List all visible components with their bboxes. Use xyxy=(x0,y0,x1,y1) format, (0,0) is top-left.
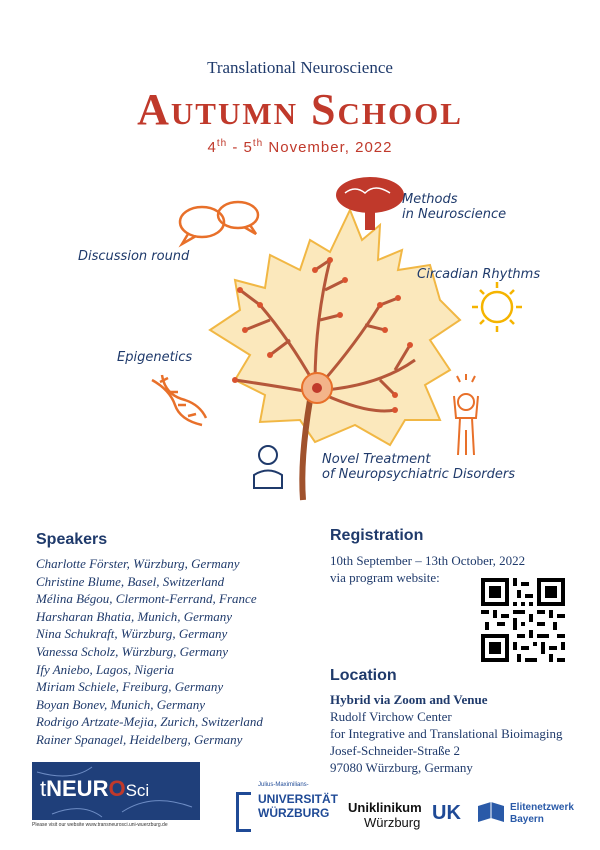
jmu-bracket-icon xyxy=(236,792,251,832)
topic-discussion: Discussion round xyxy=(78,249,190,264)
person-icon xyxy=(254,446,282,488)
speaker-item: Christine Blume, Basel, Switzerland xyxy=(36,573,225,589)
topic-epigenetics: Epigenetics xyxy=(117,350,193,365)
stressed-person-icon xyxy=(454,374,478,455)
speaker-item: Rainer Spanagel, Heidelberg, Germany xyxy=(36,731,243,747)
location-line: 97080 Würzburg, Germany xyxy=(330,760,473,775)
book-icon xyxy=(476,800,506,826)
speaker-item: Vanessa Scholz, Würzburg, Germany xyxy=(36,643,228,659)
registration-period: 10th September – 13th October, 2022 xyxy=(330,553,526,568)
uk-mark-icon: UK xyxy=(432,802,461,824)
speaker-item: Harsharan Bhatia, Munich, Germany xyxy=(36,608,233,624)
transneurosci-logo[interactable]: tNEUROSci xyxy=(32,762,200,820)
speaker-item: Ify Aniebo, Lagos, Nigeria xyxy=(36,661,175,677)
topic-novel-treatment: Novel Treatment of Neuropsychiatric Disorders xyxy=(322,452,516,482)
speaker-item: Nina Schukraft, Würzburg, Germany xyxy=(36,626,228,642)
elitenetzwerk-logo[interactable]: Elitenetzwerk Bayern xyxy=(476,800,586,830)
dna-icon xyxy=(152,375,206,425)
qr-code-icon[interactable] xyxy=(481,578,565,662)
speaker-item: Boyan Bonev, Munich, Germany xyxy=(36,696,206,712)
speakers-heading: Speakers xyxy=(36,531,108,548)
sun-icon xyxy=(472,282,522,332)
jmu-logo[interactable]: Julius-Maximilians- UNIVERSITÄT WÜRZBURG xyxy=(236,782,336,830)
speaker-item: Mélina Bégou, Clermont-Ferrand, France xyxy=(36,591,257,607)
location-line: Josef-Schneider-Straße 2 xyxy=(330,743,461,758)
location-line: Rudolf Virchow Center xyxy=(330,709,452,724)
topic-circadian: Circadian Rhythms xyxy=(417,267,541,282)
speaker-item: Rodrigo Artzate-Mejia, Zurich, Switzerland xyxy=(36,714,263,730)
speech-bubbles-icon xyxy=(180,202,258,244)
registration-heading: Registration xyxy=(330,527,424,544)
event-subtitle: Translational Neuroscience xyxy=(207,58,393,77)
uniklinikum-logo[interactable]: Uniklinikum Würzburg xyxy=(348,800,422,830)
website-note: Please visit our website www.transneurosci.uni-wuerzburg.de xyxy=(32,822,168,828)
registration-via: via program website: xyxy=(330,570,440,585)
location-line: for Integrative and Translational Bioimaging xyxy=(330,726,563,741)
location-heading: Location xyxy=(330,667,397,684)
event-date: 4th - 5th November, 2022 xyxy=(207,138,393,156)
speaker-item: Miriam Schiele, Freiburg, Germany xyxy=(36,679,224,695)
topic-methods: Methods in Neuroscience xyxy=(402,192,507,222)
event-title: Autumn School xyxy=(137,85,463,134)
location-info xyxy=(330,691,563,776)
speaker-item: Charlotte Förster, Würzburg, Germany xyxy=(36,556,240,571)
speakers-list xyxy=(36,555,263,749)
location-mode: Hybrid via Zoom and Venue xyxy=(330,692,488,707)
